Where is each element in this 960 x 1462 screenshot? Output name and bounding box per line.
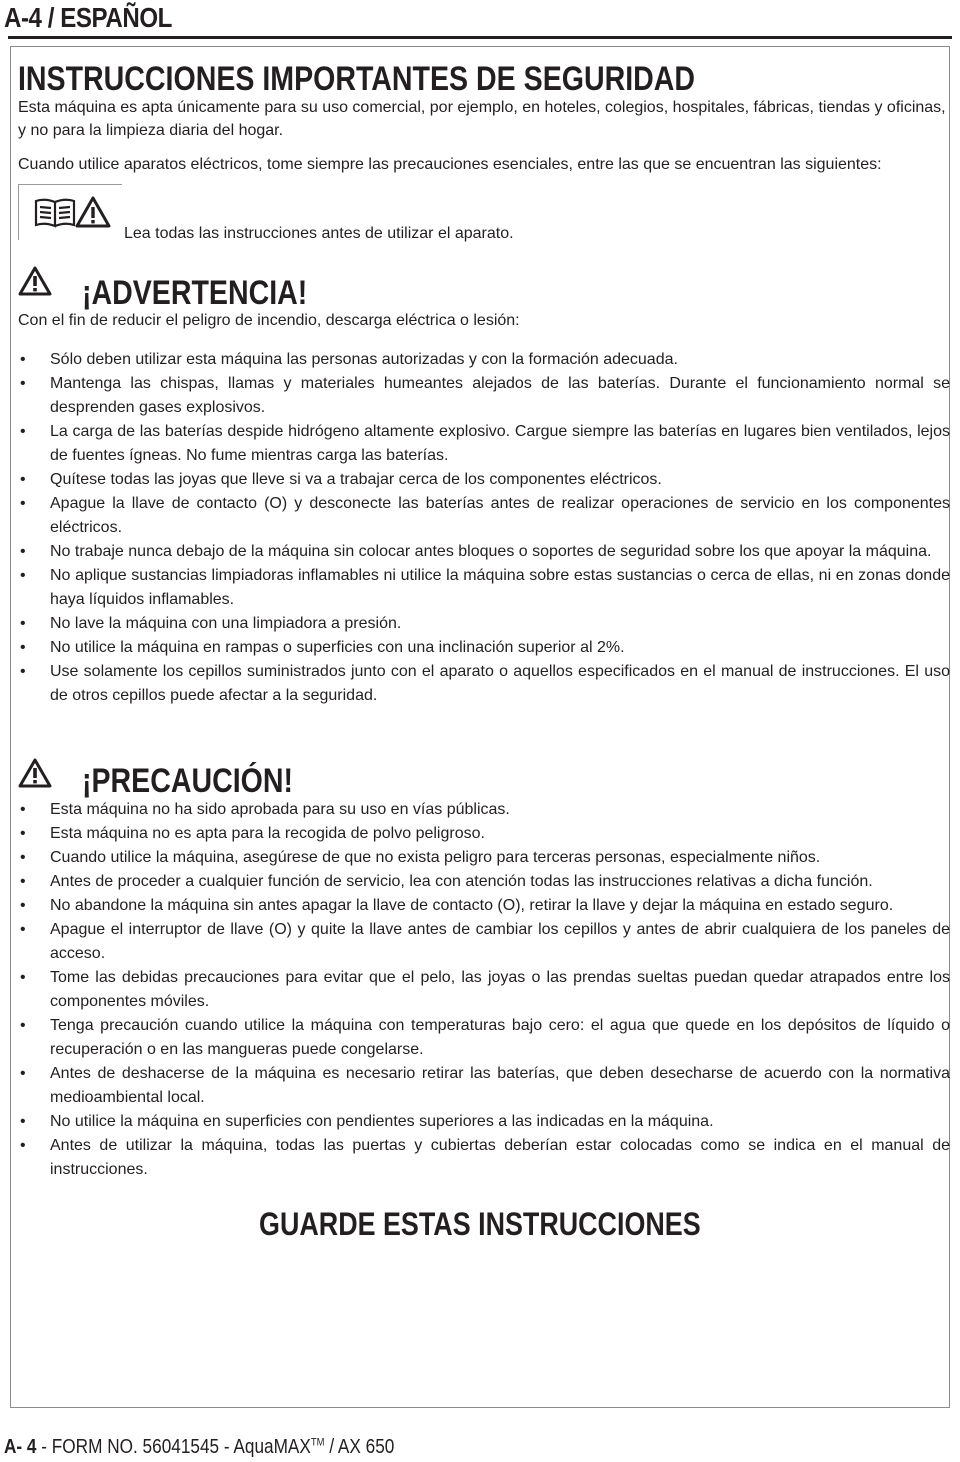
footer-form: - FORM NO. 56041545 - AquaMAX — [36, 1436, 311, 1458]
caution-list — [18, 798, 950, 1182]
book-icon — [33, 195, 113, 229]
header-rule — [8, 36, 952, 39]
list-item: • Tenga precaución cuando utilice la máquina con temperaturas bajo cero: el agua que quede en los depósitos de líquido o recuperación o en las mangueras puede congelarse. — [18, 1014, 950, 1062]
list-item: • No aplique sustancias limpiadoras inflamables ni utilice la máquina sobre estas sustancias o cerca de ellas, ni en zonas donde haya líquidos inflamables. — [18, 564, 950, 612]
list-item: • Sólo deben utilizar esta máquina las personas autorizadas y con la formación adecuada. — [18, 348, 950, 372]
list-item: • Antes de deshacerse de la máquina es necesario retirar las baterías, que deben desecharse de acuerdo con la normativa medioambiental local. — [18, 1062, 950, 1110]
list-item: • Tome las debidas precauciones para evitar que el pelo, las joyas o las prendas sueltas puedan quedar atrapados entre los componentes móviles. — [18, 966, 950, 1014]
page-header-title: A-4 / ESPAÑOL — [4, 2, 172, 33]
intro-paragraph: Esta máquina es apta únicamente para su uso comercial, por ejemplo, en hoteles, colegios, hospitales, fábricas, tiendas y oficinas, y no para la limpieza diaria del hogar. — [18, 99, 946, 139]
list-item: • Cuando utilice la máquina, asegúrese de que no exista peligro para terceras personas, especialmente niños. — [18, 846, 950, 870]
list-item: • No utilice la máquina en rampas o superficies con una inclinación superior al 2%. — [18, 636, 950, 660]
list-item: • Mantenga las chispas, llamas y materiales humeantes alejados de las baterías. Durante el funcionamiento normal se desprenden gases explosivos. — [18, 372, 950, 420]
list-item: • No trabaje nunca debajo de la máquina sin colocar antes bloques o soportes de seguridad sobre los que apoyar la máquina. — [18, 540, 950, 564]
warning-intro: Con el fin de reducir el peligro de incendio, descarga eléctrica o lesión: — [18, 312, 520, 329]
footer-trademark: TM — [310, 1436, 325, 1449]
list-item: • No abandone la máquina sin antes apagar la llave de contacto (O), retirar la llave y dejar la máquina en estado seguro. — [18, 894, 950, 918]
list-item: • Quítese todas las joyas que lleve si va a trabajar cerca de los componentes eléctricos. — [18, 468, 950, 492]
caution-heading: ¡PRECAUCIÓN! — [82, 762, 294, 800]
warning-heading: ¡ADVERTENCIA! — [82, 274, 308, 312]
warning-triangle-icon — [77, 198, 109, 226]
warning-triangle-icon — [18, 757, 52, 789]
list-item: • No lave la máquina con una limpiadora a presión. — [18, 612, 950, 636]
save-instructions-heading — [0, 1206, 960, 1243]
list-item: • La carga de las baterías despide hidrógeno altamente explosivo. Cargue siempre las baterías en lugares bien ventilados, lejos de fuentes ígneas. No fume mientras carga las baterías. — [18, 420, 950, 468]
list-item: • Antes de proceder a cualquier función de servicio, lea con atención todas las instrucciones relativas a dicha función. — [18, 870, 950, 894]
list-item: • Use solamente los cepillos suministrados junto con el aparato o aquellos especificados en el manual de instrucciones. El uso de otros cepillos puede afectar a la seguridad. — [18, 660, 950, 708]
content-frame — [10, 46, 950, 1408]
list-item: • Esta máquina no ha sido aprobada para su uso en vías públicas. — [18, 798, 950, 822]
list-item: • Apague el interruptor de llave (O) y quite la llave antes de cambiar los cepillos y antes de abrir cualquiera de los paneles de acceso. — [18, 918, 950, 966]
read-manual-text: Lea todas las instrucciones antes de utilizar el aparato. — [124, 225, 514, 242]
footer-page-number: A- 4 — [4, 1436, 37, 1458]
read-manual-symbol — [18, 184, 122, 240]
list-item: • Apague la llave de contacto (O) y desconecte las baterías antes de realizar operaciones de servicio en los componentes eléctricos. — [18, 492, 950, 540]
list-item: • Esta máquina no es apta para la recogida de polvo peligroso. — [18, 822, 950, 846]
precautions-paragraph: Cuando utilice aparatos eléctricos, tome siempre las precauciones esenciales, entre las que se encuentran las siguientes: — [18, 156, 882, 173]
warning-triangle-icon — [18, 265, 52, 297]
warning-list — [18, 348, 950, 708]
main-title: INSTRUCCIONES IMPORTANTES DE SEGURIDAD — [18, 60, 696, 98]
list-item: • Antes de utilizar la máquina, todas las puertas y cubiertas deberían estar colocadas como se indica en el manual de instrucciones. — [18, 1134, 950, 1182]
list-item: • No utilice la máquina en superficies con pendientes superiores a las indicadas en la máquina. — [18, 1110, 950, 1134]
page-footer — [4, 1436, 394, 1459]
save-heading-text: GUARDE ESTAS INSTRUCCIONES — [259, 1206, 701, 1242]
footer-model: / AX 650 — [324, 1436, 395, 1458]
